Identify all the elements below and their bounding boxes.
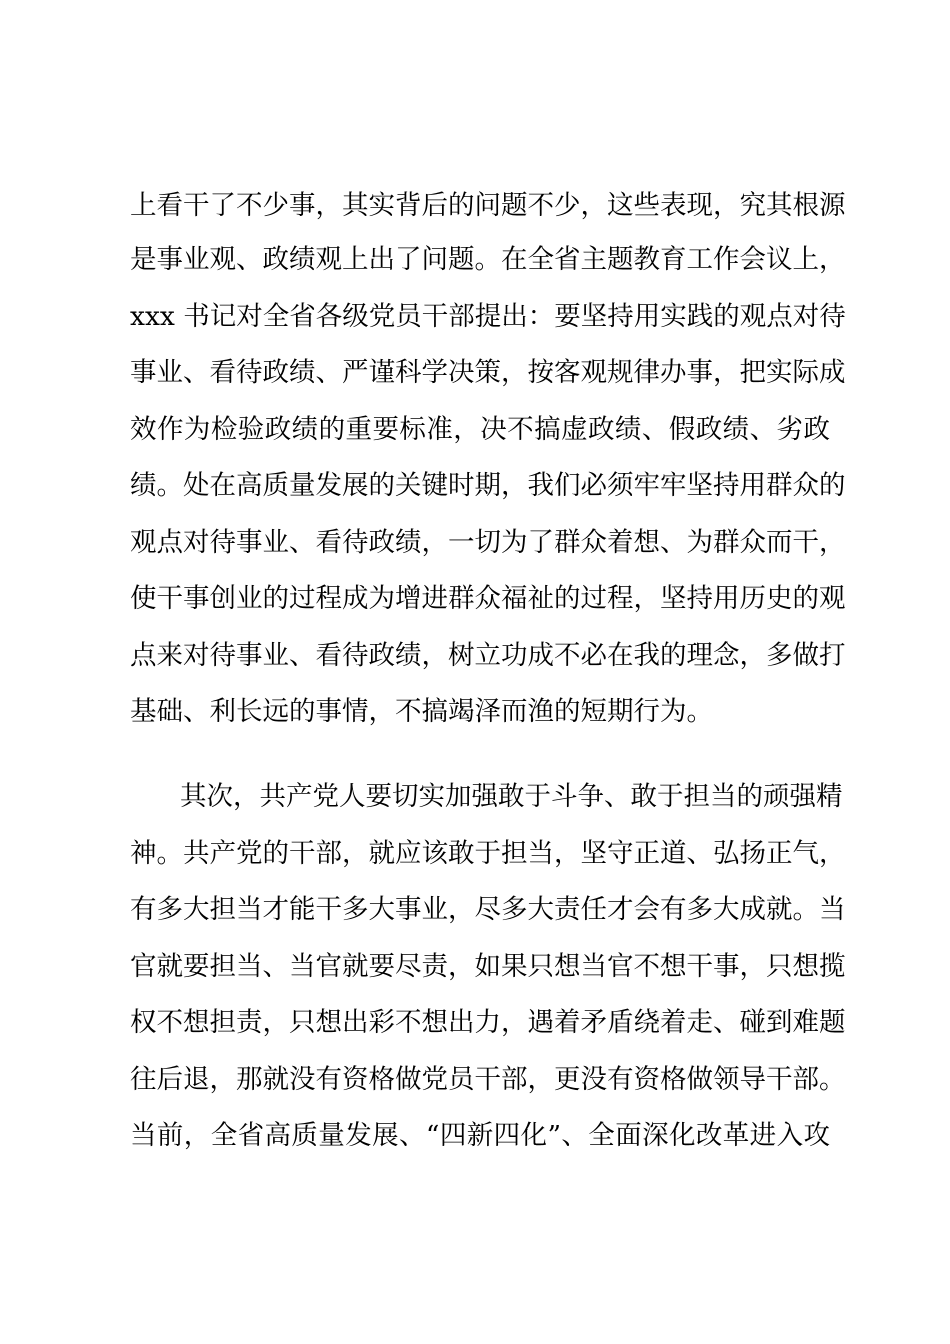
paragraph-2-line-7: 当前，全省高质量发展、“四新四化”、全面深化改革进入攻: [130, 1120, 830, 1151]
paragraph-1-line-4: 事业、看待政绩、严谨科学决策，按客观规律办事，把实际成: [130, 357, 846, 388]
paragraph-1-line-5: 效作为检验政绩的重要标准，决不搞虚政绩、假政绩、劣政: [130, 414, 830, 445]
paragraph-1-line-10: 基础、利长远的事情，不搞竭泽而渔的短期行为。: [130, 696, 713, 727]
paragraph-1-line-3: xxx 书记对全省各级党员干部提出：要坚持用实践的观点对待: [130, 301, 846, 332]
paragraph-1-line-1: 上看干了不少事，其实背后的问题不少，这些表现，究其根源: [130, 190, 846, 221]
paragraph-2-line-6: 往后退，那就没有资格做党员干部，更没有资格做领导干部。: [130, 1064, 846, 1095]
paragraph-1-line-6: 绩。处在高质量发展的关键时期，我们必须牢牢坚持用群众的: [130, 470, 846, 501]
paragraph-2-line-1: 其次，共产党人要切实加强敢于斗争、敢于担当的顽强精: [180, 781, 843, 812]
paragraph-2-line-2: 神。共产党的干部，就应该敢于担当，坚守正道、弘扬正气，: [130, 838, 846, 869]
paragraph-2-line-4: 官就要担当、当官就要尽责，如果只想当官不想干事，只想揽: [130, 951, 846, 982]
paragraph-1-line-9: 点来对待事业、看待政绩，树立功成不必在我的理念，多做打: [130, 640, 846, 671]
paragraph-2-line-3: 有多大担当才能干多大事业，尽多大责任才会有多大成就。当: [130, 894, 846, 925]
paragraph-1-line-8: 使干事创业的过程成为增进群众福祉的过程，坚持用历史的观: [130, 583, 846, 614]
paragraph-1-line-7: 观点对待事业、看待政绩，一切为了群众着想、为群众而干，: [130, 527, 846, 558]
paragraph-1-line-2: 是事业观、政绩观上出了问题。在全省主题教育工作会议上，: [130, 244, 846, 275]
paragraph-2-line-5: 权不想担责，只想出彩不想出力，遇着矛盾绕着走、碰到难题: [130, 1007, 846, 1038]
